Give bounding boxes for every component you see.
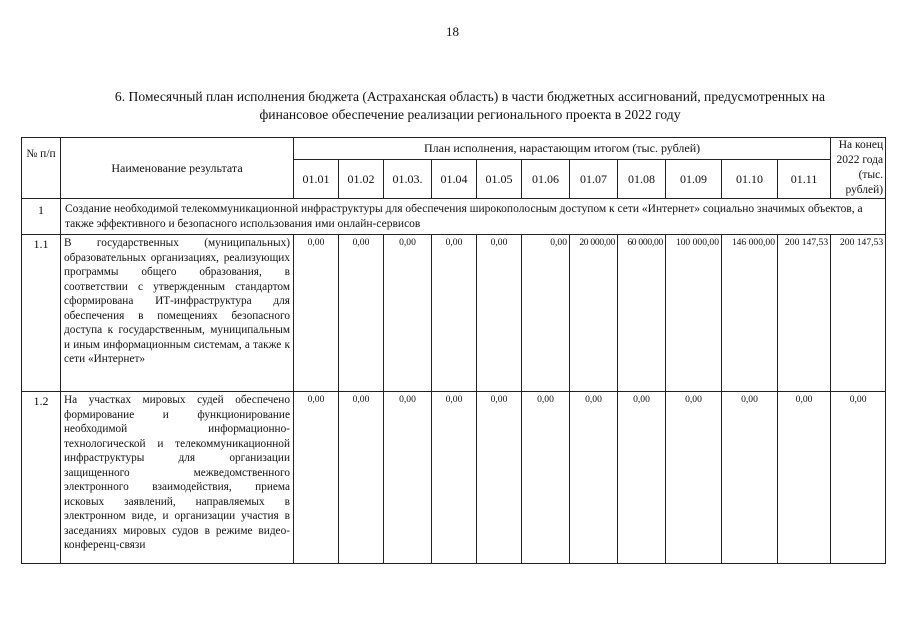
month-value: 0,00	[778, 392, 831, 564]
header-month: 01.03.	[384, 160, 432, 199]
month-value: 0,00	[666, 392, 722, 564]
header-year-end-line-4: рублей)	[845, 184, 884, 196]
header-month: 01.06	[522, 160, 570, 199]
table-row	[22, 392, 886, 564]
header-year-end-line-1: На конец	[838, 139, 884, 151]
year-end-value: 0,00	[831, 392, 886, 564]
month-value: 0,00	[570, 392, 618, 564]
month-value: 0,00	[477, 392, 522, 564]
month-value: 100 000,00	[666, 235, 722, 392]
header-month: 01.01	[294, 160, 339, 199]
section-number: 1	[22, 199, 61, 235]
header-year-end-line-3: (тыс.	[858, 169, 884, 181]
month-value: 60 000,00	[618, 235, 666, 392]
month-value: 0,00	[384, 235, 432, 392]
month-value: 0,00	[339, 392, 384, 564]
row-number: 1.1	[22, 235, 61, 392]
month-value: 0,00	[522, 392, 570, 564]
row-number: 1.2	[22, 392, 61, 564]
month-value: 0,00	[294, 235, 339, 392]
section-title-line-1: 6. Помесячный план исполнения бюджета (Астраханская область) в части бюджетных ассигнований, предусмотренных на	[114, 89, 826, 104]
month-value: 0,00	[618, 392, 666, 564]
month-value: 0,00	[722, 392, 778, 564]
result-description: На участках мировых судей обеспечено формирование и функционирование необходимой информационно-технологической и телекоммуникационной инфраструктуры для организации защищенного межведомственного электронного взаимодействия, приема исковых заявлений, направляемых в электронном виде, и организации участия в заседаниях мировых судов в режиме видео-конференц-связи	[61, 392, 294, 564]
month-value: 0,00	[432, 235, 477, 392]
header-month: 01.07	[570, 160, 618, 199]
month-value: 0,00	[477, 235, 522, 392]
section-row	[22, 199, 886, 235]
header-month: 01.02	[339, 160, 384, 199]
budget-plan-table	[21, 137, 886, 564]
table-row	[22, 235, 886, 392]
month-value: 146 000,00	[722, 235, 778, 392]
month-value: 20 000,00	[570, 235, 618, 392]
header-month: 01.10	[722, 160, 778, 199]
header-year-end-line-2: 2022 года	[836, 154, 884, 166]
header-month: 01.09	[666, 160, 722, 199]
month-value: 0,00	[522, 235, 570, 392]
month-value: 0,00	[384, 392, 432, 564]
result-description: В государственных (муниципальных) образовательных организациях, реализующих программы общего образования, в соответствии с утвержденным стандартом сформирована ИТ-инфраструктура для обеспечения в помещениях безопасного доступа к государственным, муниципальным и иным информационным системам, а также к сети «Интернет»	[61, 235, 294, 392]
header-month: 01.11	[778, 160, 831, 199]
month-value: 0,00	[339, 235, 384, 392]
section-title-line-2: финансовое обеспечение реализации регионального проекта в 2022 году	[259, 107, 681, 122]
header-month: 01.04	[432, 160, 477, 199]
section-text: Создание необходимой телекоммуникационной инфраструктуры для обеспечения широкополосным доступом к сети «Интернет» социально значимых объектов, а также эффективного и безопасного использования ими онлайн-сервисов	[61, 199, 886, 235]
header-row-number: № п/п	[22, 138, 61, 199]
section-title	[60, 88, 880, 124]
page-number: 18	[446, 24, 459, 39]
header-plan: План исполнения, нарастающим итогом (тыс. рублей)	[294, 138, 831, 160]
month-value: 200 147,53	[778, 235, 831, 392]
year-end-value: 200 147,53	[831, 235, 886, 392]
header-year-end	[831, 138, 886, 199]
month-value: 0,00	[294, 392, 339, 564]
header-result-name: Наименование результата	[61, 138, 294, 199]
header-month: 01.05	[477, 160, 522, 199]
month-value: 0,00	[432, 392, 477, 564]
header-month: 01.08	[618, 160, 666, 199]
